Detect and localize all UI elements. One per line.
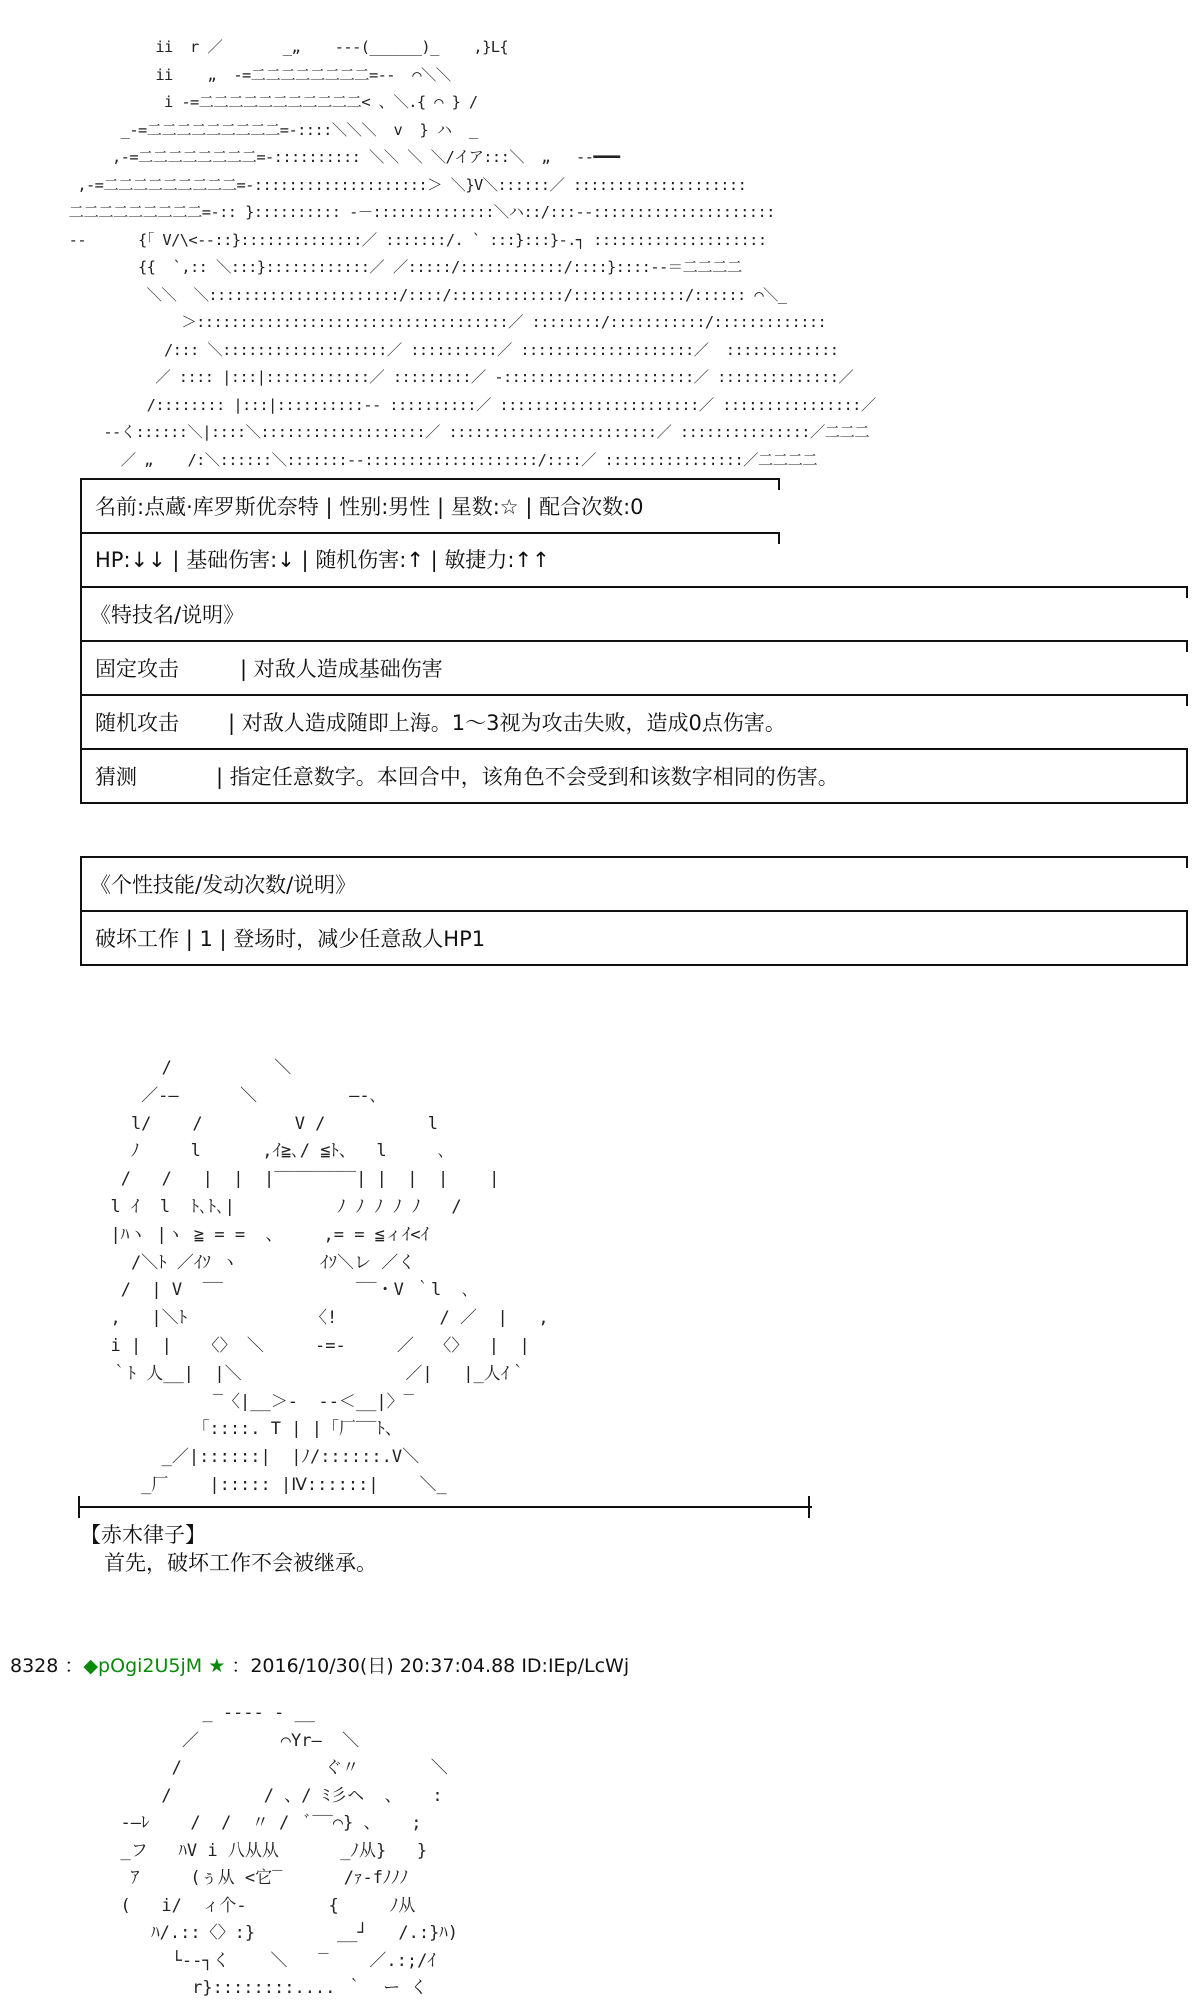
- base-damage-field: 基础伤害:↓: [186, 548, 295, 572]
- hp-field: HP:↓↓: [95, 548, 166, 572]
- skill-row: [95, 767, 137, 788]
- status-row-2: HP:↓↓ | 基础伤害:↓ | 随机伤害:↑ | 敏捷力:↑↑: [95, 548, 550, 572]
- status-row-1: 名前:点蔵·库罗斯优奈特 | 性别:男性 | 星数:☆ | 配合次数:0: [95, 495, 644, 519]
- star-icon: ★: [208, 1655, 226, 1677]
- skill-name: 随机攻击: [95, 711, 179, 735]
- skill-name: 固定攻击: [95, 657, 179, 681]
- gender-field: 性别:男性: [339, 495, 431, 519]
- post-header: [10, 1651, 629, 1678]
- post-colon: ：: [231, 1655, 251, 1677]
- ascii-art-ritsuko: / ＼ ／-― ＼ ―‐､ l/ / V / l ﾉ l ,ｲ≧､/ ≦ﾄ、 l ､ / / | | |‾‾‾‾‾‾‾‾| | | | | l ｲ l ﾄ､ﾄ､| ﾉ ﾉ ﾉ ﾉ ﾉ / |ﾊヽ |ヽ ≧ = = 、 ,= = ≦ィｲ<ｲ /＼ﾄ ／ｲｿ ヽ ｲｿ＼レ ／く / | V ‾‾ ‾‾・V ｀l ､ , |＼ﾄ 〈! / ／ | , i | | 〈〉 ＼ -=- ／ 〈〉 | | ｀ﾄ 人__| |＼ ／| |_人ｲ｀ ‾〈|__＞- -‐＜__|〉‾ 「::::. T | |「厂‾‾ﾄ、 _／|::::::| |ﾉ/::::::.V＼ _厂 |::::: |Ⅳ::::::| ＼_: [110, 1058, 549, 1495]
- match-field: 配合次数:0: [539, 495, 644, 519]
- post-date: 2016/10/30(日) 20:37:04.88: [250, 1655, 516, 1677]
- name-field: 名前:点蔵·库罗斯优奈特: [95, 495, 319, 519]
- random-damage-field: 随机伤害:↑: [315, 548, 424, 572]
- personal-skill-name: 破坏工作: [95, 927, 179, 951]
- skill-desc: | 指定任意数字。本回合中，该角色不会受到和该数字相同的伤害。: [216, 765, 839, 789]
- ascii-art-ship: ii r ／ _„ ---(______)_ ,}L{ ii „ -=二二二二二二二二=-- ⌒＼＼ i -=二二二二二二二二二二二< 、＼.{ ⌒ } / _-=二二二二二二二二二=-::::＼＼＼ v } ハ _ ,-=二二二二二二二二=-:::::::::: ＼＼ ＼ ＼/イア:::＼ „ --━━━ ,-=二二二二二二二二二=-::::::::::::::::::::＞ ＼}V＼::::::／ :::::::::::::::::::: 二二二二二二二二二=-:: }:::::::::: -－::::::::::::::＼ハ::/:::--::::::::::::::::::::: -- {「 V/\<--::}::::::::::::::／ :::::::/. ` :::}:::}-.┐ :::::::::::::::::::: {{ `,:: ＼:::}::::::::::::／ ／:::::/::::::::::::/::::}::::--＝二二二二 ＼＼ ＼::::::::::::::::::::::/::::/:::::::::::::/:::::::::::::/:::::: ⌒＼_ ＞::::::::::::::::::::::::::::::::::::／ ::::::::/:::::::::::/::::::::::::: /::: ＼:::::::::::::::::::／ ::::::::::／ ::::::::::::::::::::／ ::::::::::::: ／ :::: |:::|::::::::::::／ :::::::::／ -::::::::::::::::::::::／ ::::::::::::::／ /:::::::: |:::|::::::::::-- ::::::::::／ :::::::::::::::::::::::／ ::::::::::::::::／ --く::::::＼|::::＼:::::::::::::::::::／ ::::::::::::::::::::::::／ :::::::::::::::／二二二 ／ „ /:＼::::::＼:::::::--::::::::::::::::::::/::::／ ::::::::::::::::／二二二二: [68, 38, 876, 469]
- stars-field: 星数:☆: [450, 495, 519, 519]
- agility-field: 敏捷力:↑↑: [444, 548, 550, 572]
- skill-name: 猜测: [95, 765, 137, 789]
- skills-header: 《特技名/说明》: [90, 603, 245, 627]
- skill-desc: | 对敌人造成基础伤害: [240, 657, 443, 681]
- skill-desc: | 对敌人造成随即上海。1～3视为攻击失败，造成0点伤害。: [228, 711, 786, 735]
- personal-skills-header: 《个性技能/发动次数/说明》: [90, 873, 357, 897]
- speech-line: 首先，破坏工作不会被继承。: [104, 1551, 377, 1575]
- personal-skill-desc: 登场时，减少任意敌人HP1: [233, 927, 486, 951]
- skill-row: [95, 659, 179, 680]
- trip-diamond-icon: ◆: [83, 1655, 99, 1677]
- poster-id[interactable]: ID:IEp/LcWj: [521, 1655, 630, 1677]
- post-separator: ：: [64, 1655, 84, 1677]
- personal-skill-count: 1: [199, 927, 213, 951]
- post-number: 8328: [10, 1655, 59, 1677]
- ascii-art-character: _ -‐‐‐ - __ ／ ⌒Yr― ＼ / ぐ〃 ＼ / / 、/ ﾐ彡ヘ 、 : ‐―ﾚ / / 〃 / ﾞ‾‾⌒} 、 ; _フ ﾊV i 八从从 _ﾉ从} } ｱ (ぅ从 <它‾ /ｧ-fﾉﾉﾉ ( i/ ィ个- { ﾉ从 ﾊ/.::〈〉:} __┘ /.:}ﾊ) └‐‐┐く ＼ ‾ ／.:;/ｲ r}::::::::.... ｀ ー く: [120, 1703, 459, 1998]
- skill-row: [95, 713, 179, 734]
- personal-skill-row: 破坏工作 | 1 | 登场时，减少任意敌人HP1: [95, 927, 486, 951]
- poster-trip: pOgi2U5jM: [98, 1655, 203, 1677]
- speaker-name: 【赤木律子】: [80, 1523, 206, 1547]
